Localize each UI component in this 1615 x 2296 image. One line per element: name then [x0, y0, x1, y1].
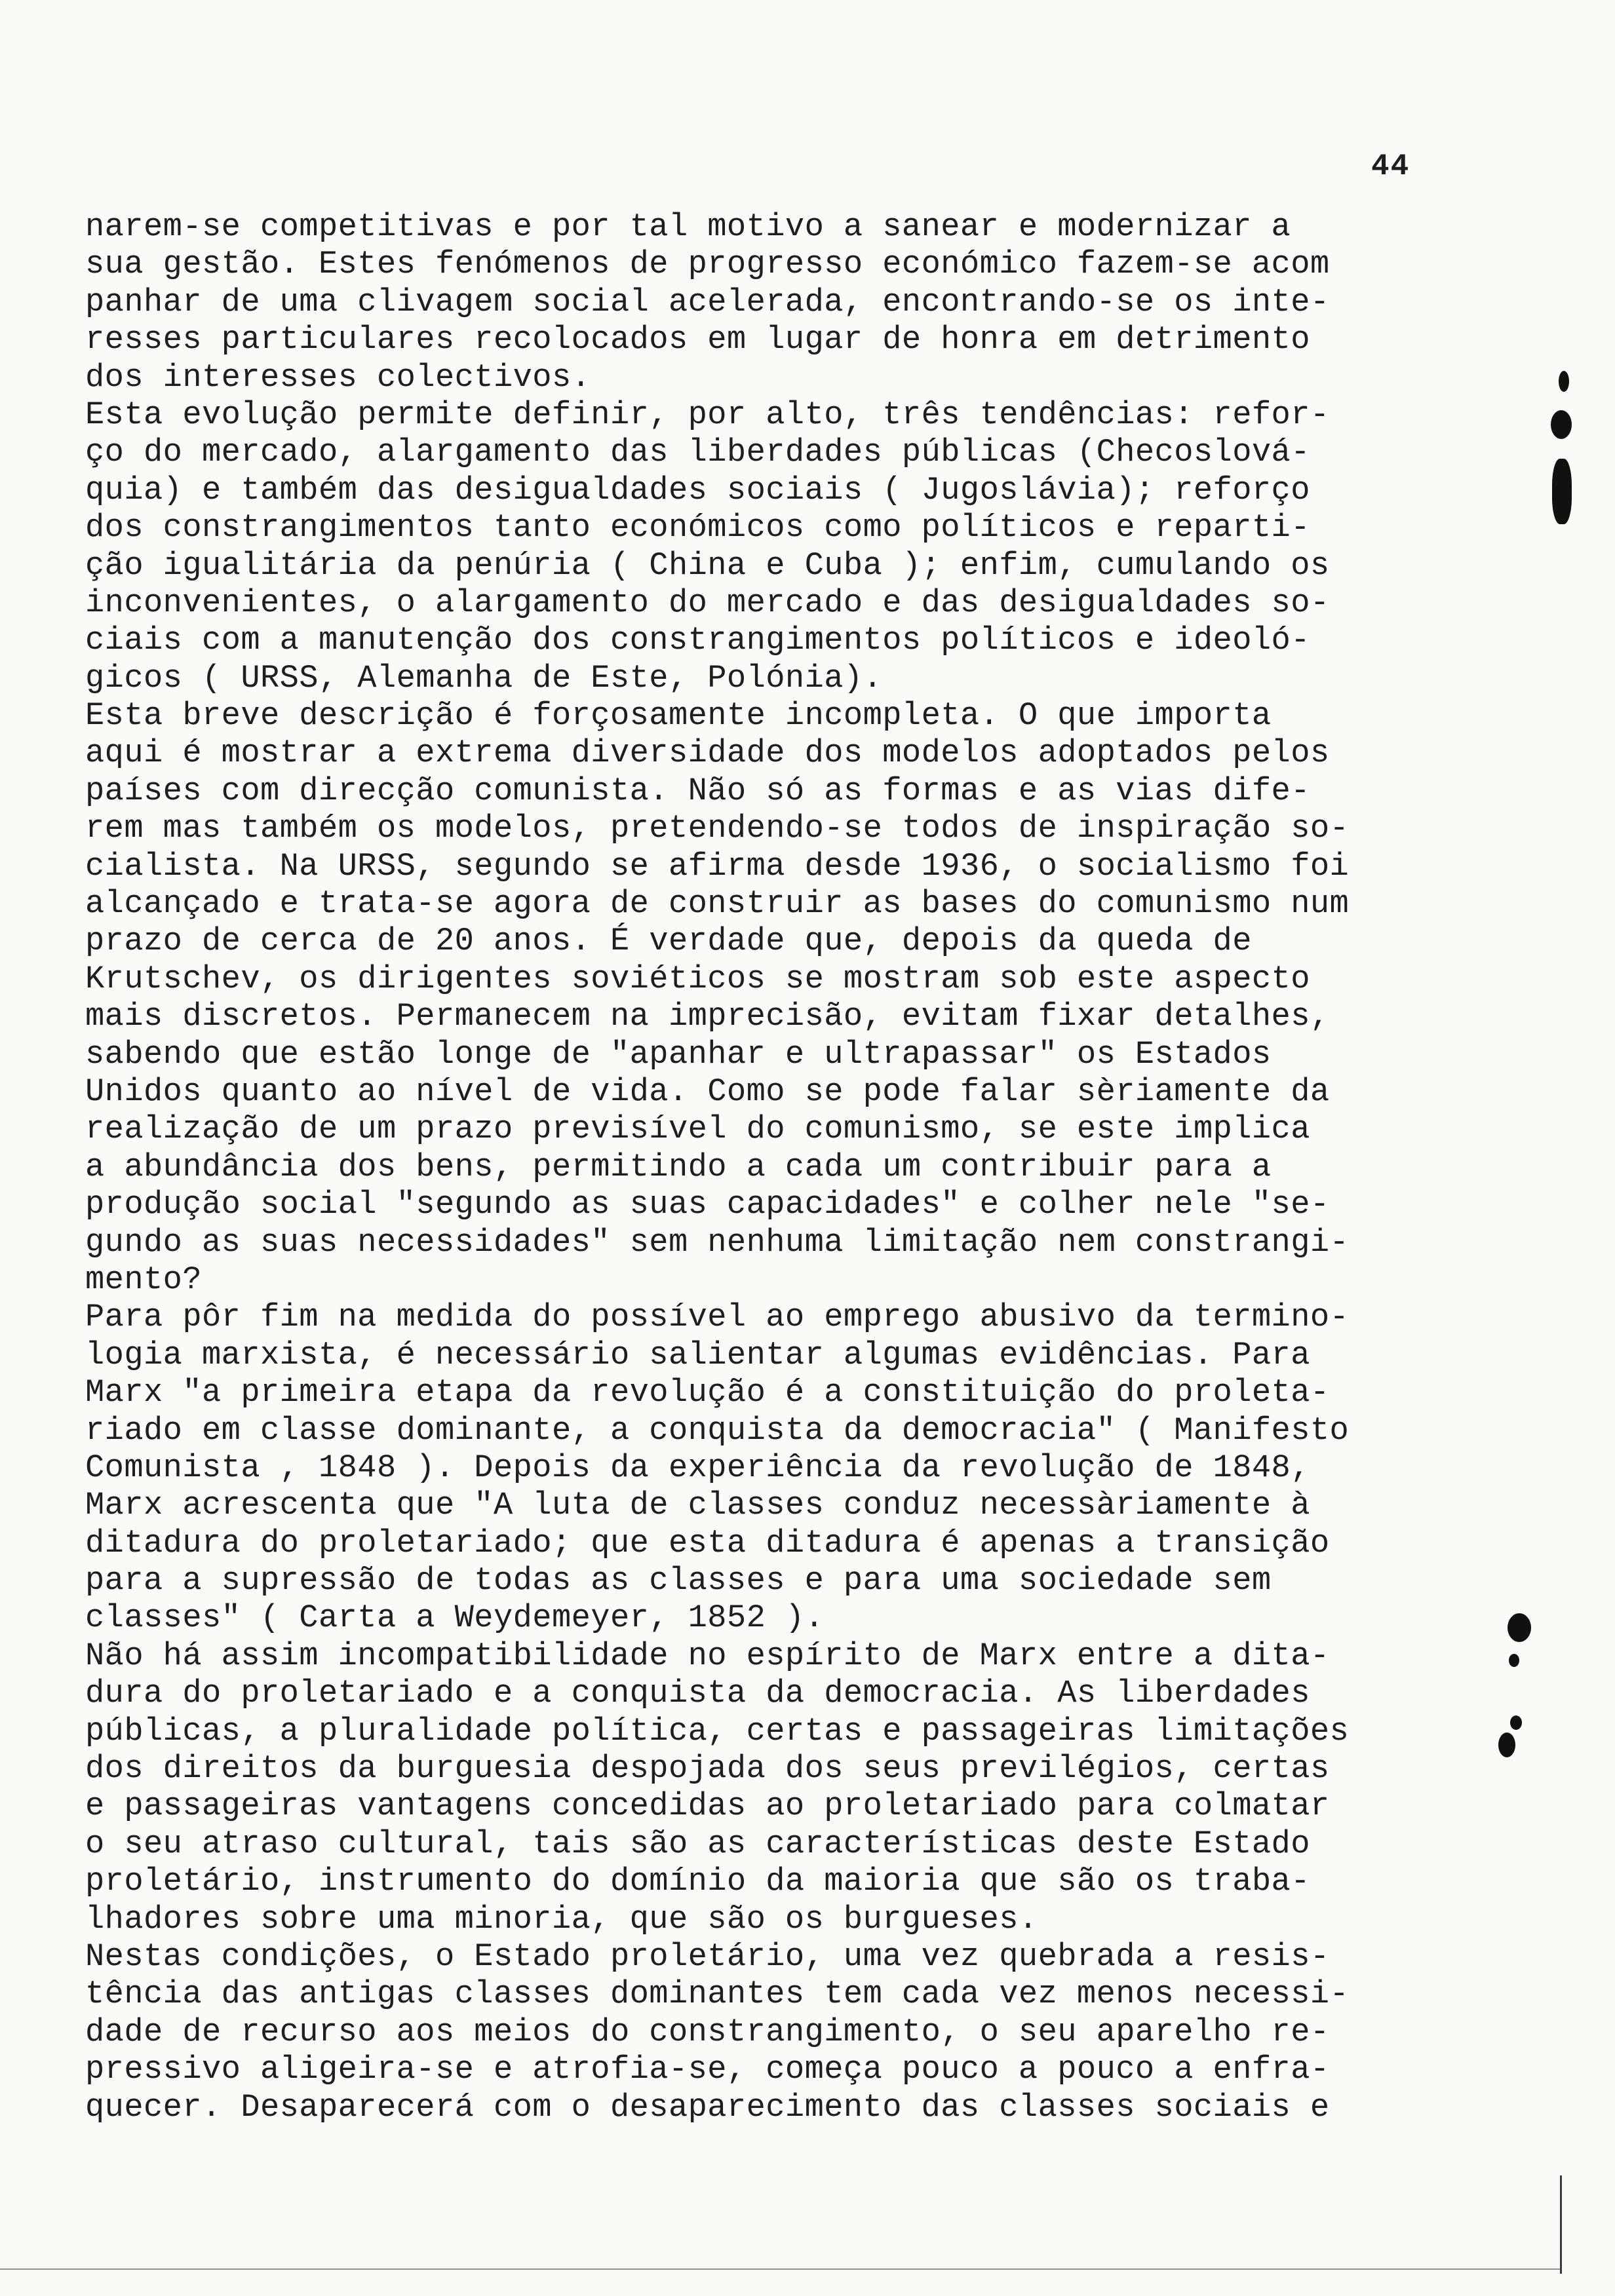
text-line: prazo de cerca de 20 anos. É verdade que, depois da queda de — [85, 923, 1252, 960]
text-line: ciais com a manutenção dos constrangimentos políticos e ideoló- — [85, 622, 1310, 659]
text-line: resses particulares recolocados em lugar de honra em detrimento — [85, 321, 1310, 358]
text-line: inconvenientes, o alargamento do mercado e das desigualdades so- — [85, 584, 1330, 621]
text-line: classes" ( Carta a Weydemeyer, 1852 ). — [85, 1599, 825, 1637]
text-line: cialista. Na URSS, segundo se afirma desde 1936, o socialismo foi — [85, 847, 1350, 885]
text-line: gicos ( URSS, Alemanha de Este, Polónia). — [85, 659, 883, 697]
text-line: tência das antigas classes dominantes tem cada vez menos necessi- — [85, 1976, 1350, 2013]
text-line: mais discretos. Permanecem na imprecisão, evitam fixar detalhes, — [85, 998, 1330, 1035]
text-line: lhadores sobre uma minoria, que são os burgueses. — [85, 1900, 1038, 1938]
page-edge-line — [0, 2268, 1560, 2270]
text-line: Krutschev, os dirigentes soviéticos se mostram sob este aspecto — [85, 960, 1310, 997]
page-edge-line — [1560, 2175, 1562, 2274]
punch-hole-mark — [1551, 410, 1572, 439]
punch-hole-mark — [1509, 1654, 1519, 1667]
text-line: Esta breve descrição é forçosamente incompleta. O que importa — [85, 697, 1272, 735]
text-line: Comunista , 1848 ). Depois da experiência da revolução de 1848, — [85, 1449, 1310, 1486]
text-line: dos constrangimentos tanto económicos como políticos e reparti- — [85, 509, 1310, 546]
text-line: Para pôr fim na medida do possível ao emprego abusivo da termino- — [85, 1299, 1350, 1336]
text-line: mento? — [85, 1261, 203, 1298]
text-line: logia marxista, é necessário salientar algumas evidências. Para — [85, 1336, 1310, 1373]
text-line: dos direitos da burguesia despojada dos seus previlégios, certas — [85, 1750, 1330, 1788]
text-line: Esta evolução permite definir, por alto, três tendências: refor- — [85, 396, 1330, 433]
text-line: Não há assim incompatibilidade no espírito de Marx entre a dita- — [85, 1637, 1330, 1674]
text-line: narem-se competitivas e por tal motivo a sanear e modernizar a — [85, 208, 1291, 245]
text-line: países com direcção comunista. Não só as formas e as vias dife- — [85, 772, 1310, 809]
text-line: sabendo que estão longe de "apanhar e ultrapassar" os Estados — [85, 1035, 1272, 1073]
punch-hole-mark — [1508, 1613, 1531, 1642]
text-line: e passageiras vantagens concedidas ao proletariado para colmatar — [85, 1788, 1330, 1825]
text-line: para a supressão de todas as classes e para uma sociedade sem — [85, 1562, 1272, 1599]
text-line: Marx acrescenta que "A luta de classes conduz necessàriamente à — [85, 1487, 1310, 1524]
text-line: produção social "segundo as suas capacidades" e colher nele "se- — [85, 1186, 1330, 1223]
text-line: ço do mercado, alargamento das liberdades públicas (Checoslová- — [85, 434, 1310, 471]
text-line: públicas, a pluralidade política, certas e passageiras limitações — [85, 1712, 1350, 1750]
text-line: aqui é mostrar a extrema diversidade dos modelos adoptados pelos — [85, 735, 1330, 772]
text-line: ção igualitária da penúria ( China e Cuba ); enfim, cumulando os — [85, 546, 1330, 584]
text-line: sua gestão. Estes fenómenos de progresso económico fazem-se acom — [85, 246, 1330, 283]
text-line: dade de recurso aos meios do constrangimento, o seu aparelho re- — [85, 2013, 1330, 2050]
text-line: alcançado e trata-se agora de construir as bases do comunismo num — [85, 885, 1350, 923]
text-line: o seu atraso cultural, tais são as características deste Estado — [85, 1825, 1310, 1862]
body-text — [85, 208, 1481, 2126]
text-line: realização de um prazo previsível do comunismo, se este implica — [85, 1111, 1310, 1148]
text-line: dos interesses colectivos. — [85, 358, 591, 396]
text-line: gundo as suas necessidades" sem nenhuma limitação nem constrangi- — [85, 1223, 1350, 1261]
text-line: ditadura do proletariado; que esta ditadura é apenas a transição — [85, 1524, 1330, 1561]
text-line: pressivo aligeira-se e atrofia-se, começa pouco a pouco a enfra- — [85, 2051, 1330, 2088]
text-line: a abundância dos bens, permitindo a cada um contribuir para a — [85, 1148, 1272, 1185]
punch-hole-mark — [1559, 371, 1569, 392]
punch-hole-mark — [1498, 1732, 1515, 1757]
text-line: rem mas também os modelos, pretendendo-se todos de inspiração so- — [85, 810, 1350, 847]
text-line: Nestas condições, o Estado proletário, uma vez quebrada a resis- — [85, 1938, 1330, 1975]
text-line: Unidos quanto ao nível de vida. Como se pode falar sèriamente da — [85, 1073, 1330, 1110]
punch-hole-mark — [1510, 1715, 1522, 1730]
text-line: riado em classe dominante, a conquista da democracia" ( Manifesto — [85, 1411, 1350, 1449]
text-line: proletário, instrumento do domínio da maioria que são os traba- — [85, 1863, 1310, 1900]
page-number: 44 — [1371, 149, 1411, 183]
punch-hole-mark — [1552, 459, 1572, 524]
text-line: quia) e também das desigualdades sociais ( Jugoslávia); reforço — [85, 471, 1310, 508]
text-line: dura do proletariado e a conquista da democracia. As liberdades — [85, 1675, 1310, 1712]
text-line: Marx "a primeira etapa da revolução é a constituição do proleta- — [85, 1374, 1330, 1411]
text-line: quecer. Desaparecerá com o desaparecimento das classes sociais e — [85, 2088, 1330, 2126]
text-line: panhar de uma clivagem social acelerada, encontrando-se os inte- — [85, 283, 1330, 320]
